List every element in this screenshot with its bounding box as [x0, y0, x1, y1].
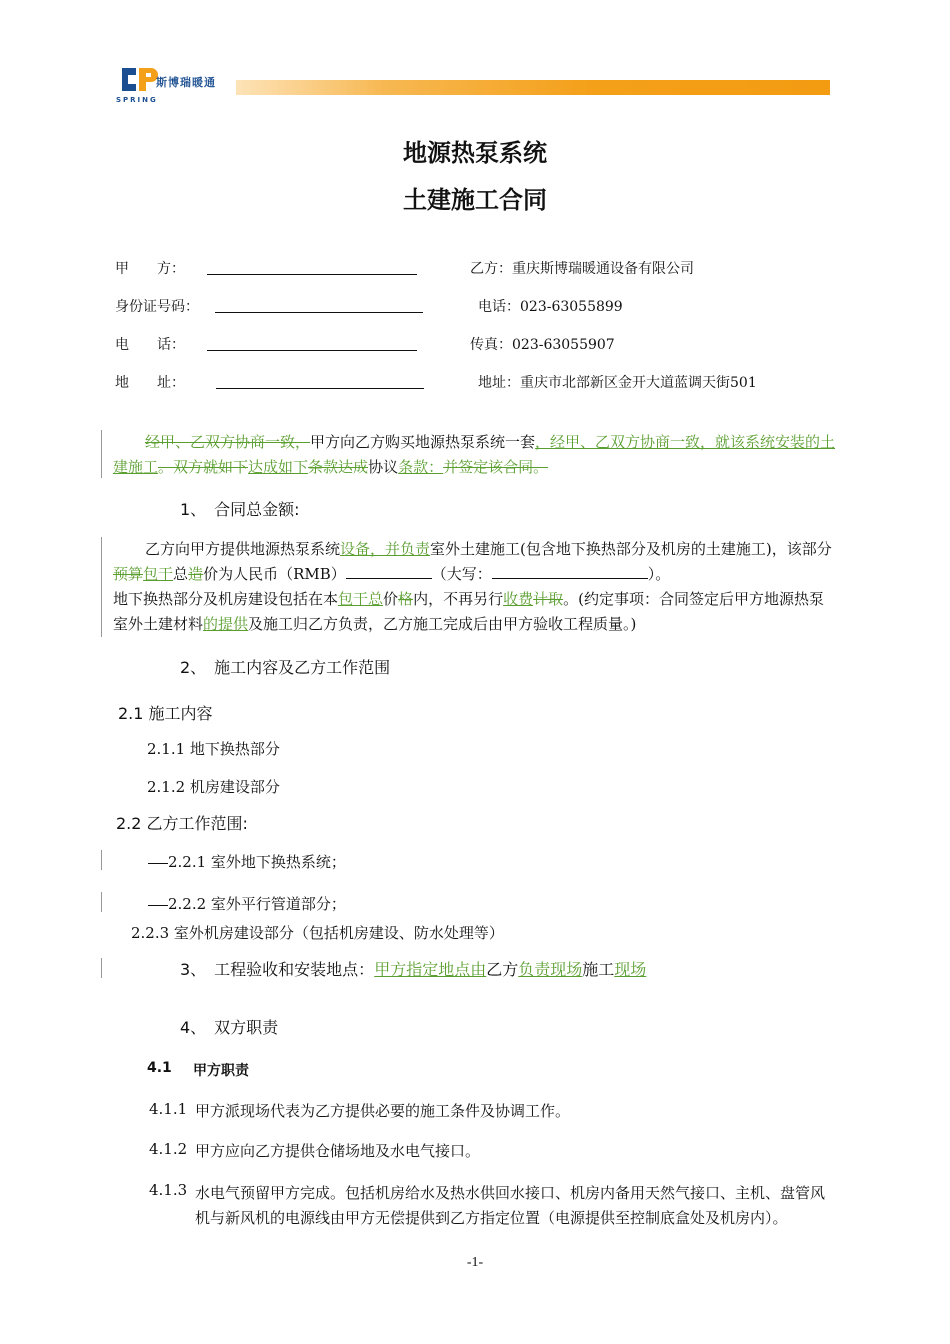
intro-text: 甲方向乙方购买地源热泵系统一套: [310, 433, 536, 451]
party-b-address-label: 地址：: [478, 375, 520, 391]
deleted-text: 条款达成: [308, 458, 369, 476]
party-a-phone-label: 电 话：: [115, 337, 185, 353]
s1-text: 。(约定事项：合同签定后甲方地源热泵室外土建材料: [113, 590, 824, 633]
party-b-label: 乙方：: [470, 261, 512, 277]
party-b-value: 重庆斯博瑞暖通设备有限公司: [512, 261, 694, 277]
s1-text: 室外土建施工(包含地下换热部分及机房的土建施工)，该部分: [430, 540, 832, 558]
inserted-text: 包干: [143, 565, 174, 583]
s3-text: 乙方: [486, 960, 519, 979]
party-b-phone-label: 电话：: [478, 299, 520, 315]
section-2-heading: 2、 施工内容及乙方工作范围: [180, 658, 391, 677]
item-2-2-1: [148, 851, 346, 872]
s1-text: 内，不再另行: [413, 590, 504, 608]
item-2-2-2-text: 2.2.2 室外平行管道部分；: [168, 895, 346, 913]
party-b-fax-value: 023-63055907: [512, 337, 615, 353]
amount-blank: [346, 564, 432, 579]
intro-text: 协议: [368, 458, 399, 476]
party-a-address-label: 地 址：: [115, 375, 185, 391]
inserted-text: 条款：: [398, 458, 444, 476]
section-1-paragraph: [113, 537, 837, 637]
change-bar: [101, 537, 102, 637]
inserted-text: 包干总: [338, 590, 384, 608]
inserted-text: 负责现场: [518, 960, 583, 979]
section-3-title: 3、 工程验收和安装地点：: [180, 960, 375, 979]
amount-words-blank: [492, 564, 648, 579]
dash-mark: [148, 863, 168, 864]
inserted-text: 的提供: [203, 615, 249, 633]
deleted-text: 预算: [113, 565, 144, 583]
party-b-fax: [470, 334, 615, 354]
change-bar: [101, 892, 102, 912]
item-4-1-2-text: 甲方应向乙方提供仓储场地及水电气接口。: [195, 1142, 481, 1160]
item-4-1-2-number: 4.1.2: [149, 1140, 188, 1158]
inserted-text: 甲方指定地点由: [374, 960, 487, 979]
party-b: [470, 258, 694, 278]
change-bar: [101, 958, 102, 978]
intro-paragraph: [113, 430, 837, 480]
party-b-address: [478, 372, 757, 392]
deleted-text: 格: [398, 590, 414, 608]
party-a-address-blank: [216, 388, 424, 389]
item-2-2-2: [148, 893, 346, 914]
s1-text: 价为人民币（RMB）: [203, 565, 346, 583]
inserted-text: ，经甲、乙双方协商一致，就该系统安装的土建施工: [113, 433, 836, 476]
item-4-1-1-number: 4.1.1: [149, 1100, 188, 1118]
section-2-1-heading: 2.1 施工内容: [118, 704, 213, 723]
s1-text: 及施工归乙方负责，乙方施工完成后由甲方验收工程质量。): [248, 615, 637, 633]
deleted-text: 计取: [533, 590, 564, 608]
item-2-1-2: 2.1.2 机房建设部分: [147, 778, 280, 796]
item-4-1-3-number: 4.1.3: [149, 1181, 188, 1199]
deleted-text: 。双方就如下: [158, 458, 249, 476]
s1-text: 地下换热部分及机房建设包括在本: [113, 590, 339, 608]
item-4-1-1-text: 甲方派现场代表为乙方提供必要的施工条件及协调工作。: [195, 1102, 571, 1120]
party-a-label: 甲 方：: [115, 261, 185, 277]
s1-text: 价: [383, 590, 399, 608]
item-2-2-3: 2.2.3 室外机房建设部分（包括机房建设、防水处理等）: [131, 924, 504, 942]
header-banner: [236, 80, 830, 95]
logo-chinese-name: 斯博瑞暖通: [156, 76, 216, 89]
s3-text: 施工: [582, 960, 615, 979]
party-b-fax-label: 传真：: [470, 337, 512, 353]
section-4-1-number: 4.1: [147, 1060, 172, 1076]
s1-text: （大写：: [431, 565, 492, 583]
section-2-2-heading: 2.2 乙方工作范围:: [116, 814, 248, 833]
change-bar: [101, 430, 102, 478]
item-4-1-3-text: 水电气预留甲方完成。包括机房给水及热水供回水接口、机房内备用天然气接口、主机、盘管风机与新风机的电源线由甲方无偿提供到乙方指定位置（电源提供至控制底盒处及机房内）。: [195, 1184, 826, 1227]
s1-text: ）。: [647, 565, 671, 583]
logo-english-name: SPRING: [116, 96, 158, 104]
section-1-heading: 1、 合同总金额:: [180, 500, 300, 519]
party-b-phone: [478, 296, 623, 316]
inserted-text: 达成如下: [248, 458, 309, 476]
party-a-blank: [207, 274, 417, 275]
change-bar: [101, 850, 102, 870]
section-3-heading: [180, 957, 646, 980]
inserted-text: 收费: [503, 590, 534, 608]
item-2-2-1-text: 2.2.1 室外地下换热系统；: [168, 853, 346, 871]
page-number: -1-: [466, 1255, 484, 1270]
doc-title-line1: 地源热泵系统: [403, 138, 547, 167]
party-b-address-value: 重庆市北部新区金开大道蓝调天街501: [520, 375, 757, 391]
party-b-phone-value: 023-63055899: [520, 299, 623, 315]
section-4-1-heading: 甲方职责: [193, 1063, 249, 1079]
deleted-text: 经甲、乙双方协商一致，: [145, 433, 311, 451]
id-number-blank: [215, 312, 423, 313]
deleted-text: 并签定该合同。: [443, 458, 549, 476]
item-2-1-1: 2.1.1 地下换热部分: [147, 740, 280, 758]
party-a-phone-blank: [207, 350, 417, 351]
s1-text: 总: [173, 565, 189, 583]
deleted-text: 造: [188, 565, 204, 583]
section-4-heading: 4、 双方职责: [180, 1018, 279, 1037]
inserted-text: 设备，并负责: [340, 540, 431, 558]
s1-text: 乙方向甲方提供地源热泵系统: [145, 540, 341, 558]
id-number-label: 身份证号码：: [115, 299, 199, 315]
inserted-text: 现场: [614, 960, 647, 979]
dash-mark: [148, 905, 168, 906]
company-logo-icon: [118, 64, 158, 98]
doc-title-line2: 土建施工合同: [403, 185, 547, 214]
